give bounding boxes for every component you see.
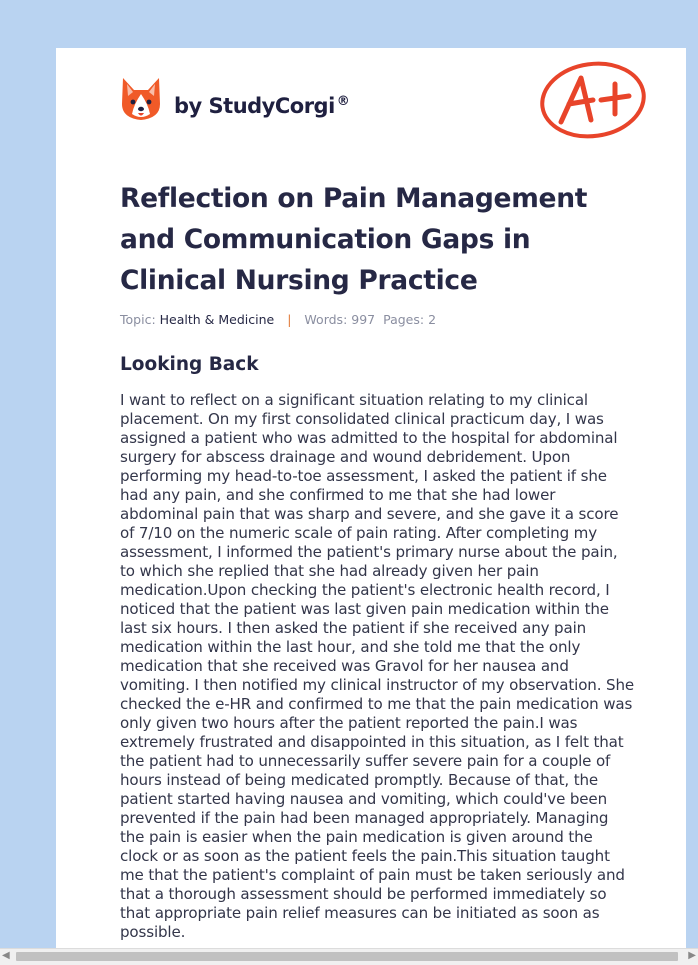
brand-text: by StudyCorgi — [174, 94, 335, 118]
essay-body: I want to reflect on a significant situation relating to my clinical placement. On my first consolidated clinical practicum day, I was assigned a patient who was admitted to the hospital for abdominal surgery for abscess drainage and wound debridement. Upon performing my head-to-toe assessment, I asked the patient if she had any pain, and she confirmed to me that she had lower abdominal pain that was sharp and severe, and she gave it a score of 7/10 on the numeric scale of pain rating. After completing my assessment, I informed the patient's primary nurse about the pain, to which she replied that she had already given her pain medication.Upon checking the patient's electronic health record, I noticed that the patient was last given pain medication within the last six hours. I then asked the patient if she received any pain medication within the last hour, and she told me that the only medication that she received was Gravol for her nausea and vomiting. I then notified my clinical instructor of my observation. She checked the e-HR and confirmed to me that the pain medication was only given two hours after the patient reported the pain.I was extremely frustrated and disappointed in this situation, as I felt that the patient had to unnecessarily suffer severe pain for a couple of hours instead of being medicated promptly. Because of that, the patient started having nausea and vomiting, which could've been prevented if the pain had been managed appropriately. Managing the pain is easier when the pain medication is given around the clock or as soon as the patient feels the pain.This situation taught me that the patient's complaint of pain must be taken seriously and that a thorough assessment should be performed immediately so that appropriate pain relief measures can be initiated as soon as possible. — [120, 391, 634, 941]
section-heading: Looking Back — [120, 354, 259, 375]
words-label: Words: — [304, 312, 348, 327]
words-count: 997 — [351, 312, 376, 327]
meta-separator: | — [287, 312, 292, 327]
pages-count: 2 — [428, 312, 437, 327]
essay-title: Reflection on Pain Management and Communication Gaps in Clinical Nursing Practice — [120, 183, 588, 296]
essay-meta — [120, 312, 436, 327]
scroll-left-icon[interactable]: ◀ — [2, 950, 10, 961]
corgi-logo-icon — [120, 76, 162, 122]
essay-page — [56, 48, 686, 952]
brand-name — [174, 94, 349, 118]
horizontal-scrollbar[interactable] — [0, 948, 698, 965]
studycorgi-logo[interactable] — [120, 76, 349, 122]
scrollbar-thumb[interactable] — [16, 952, 678, 961]
registered-mark: ® — [336, 94, 350, 109]
pages-label: Pages: — [383, 312, 425, 327]
topic-link[interactable]: Health & Medicine — [159, 312, 275, 327]
topic-label: Topic: — [120, 312, 156, 327]
scroll-right-icon[interactable]: ▶ — [688, 950, 696, 961]
a-plus-stamp-icon — [539, 60, 647, 140]
